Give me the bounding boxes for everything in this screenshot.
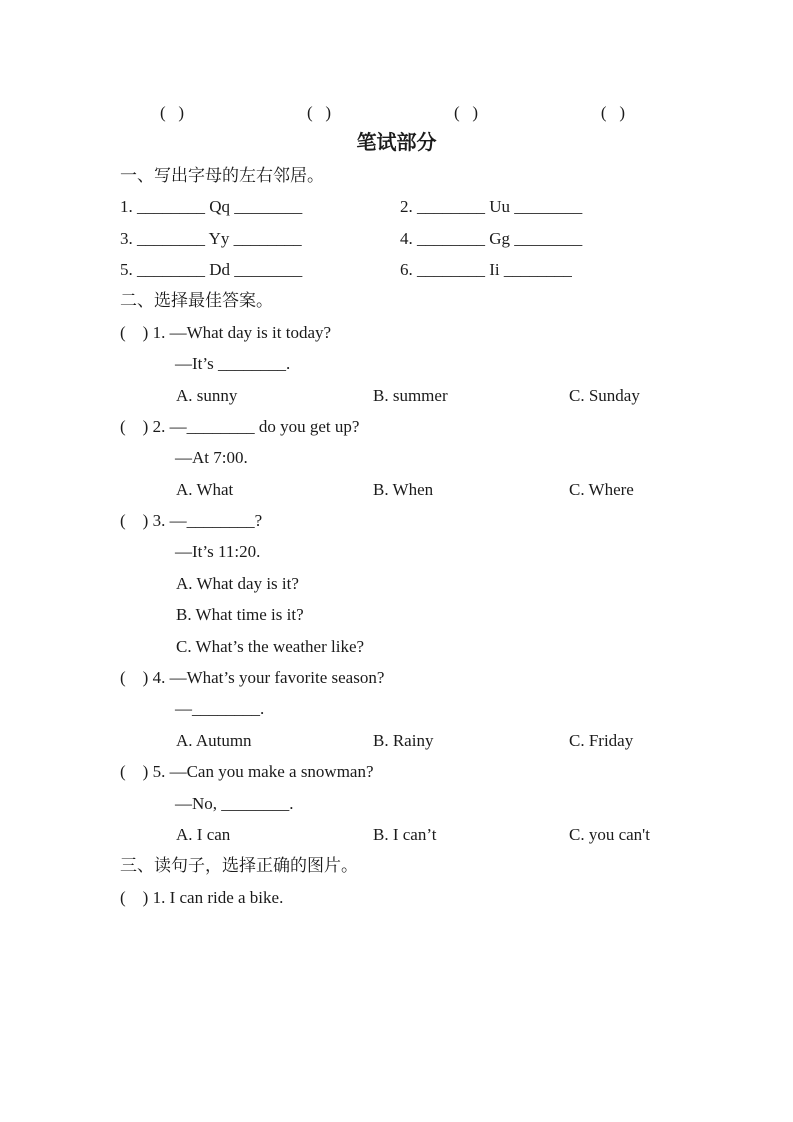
section2-header: 二、选择最佳答案。 <box>120 291 273 311</box>
question-3-option-b: B. What time is it? <box>176 605 304 625</box>
question-3-reply: —It’s 11:20. <box>175 542 261 562</box>
answer-brackets-row <box>160 97 625 128</box>
letter-item-2: 2. ________ Uu ________ <box>400 197 583 217</box>
question-1-lead: ( ) 1. —What day is it today? <box>120 322 332 342</box>
question-2-option-b: B. When <box>373 479 434 499</box>
question-1-option-a: A. sunny <box>176 385 238 405</box>
question-4 <box>0 662 793 756</box>
answer-bracket-2: ( ) <box>306 103 332 122</box>
question-1-option-b: B. summer <box>373 385 448 405</box>
question-5-option-c: C. you can't <box>569 824 650 844</box>
question-2 <box>0 411 793 505</box>
question-5-reply: —No, ________. <box>175 793 294 813</box>
question-1 <box>0 317 793 411</box>
question-3-option-c: C. What’s the weather like? <box>176 636 365 656</box>
question-4-options <box>176 725 793 756</box>
letter-item-6: 6. ________ Ii ________ <box>400 259 572 279</box>
page-title: 笔试部分 <box>356 132 437 155</box>
question-5-options <box>176 819 793 850</box>
question-2-option-a: A. What <box>176 479 234 499</box>
question-2-option-c: C. Where <box>569 479 634 499</box>
question-1-options <box>176 380 793 411</box>
question-4-lead: ( ) 4. —What’s your favorite season? <box>120 668 385 688</box>
question-4-option-a: A. Autumn <box>176 730 252 750</box>
question-2-options <box>176 474 793 505</box>
letter-item-4: 4. ________ Gg ________ <box>400 228 583 248</box>
question-2-lead: ( ) 2. —________ do you get up? <box>120 416 360 436</box>
question-5 <box>0 756 793 850</box>
question-5-option-b: B. I can’t <box>373 824 437 844</box>
question-3 <box>0 505 793 662</box>
question-3-lead: ( ) 3. —________? <box>120 511 263 531</box>
question-4-option-c: C. Friday <box>569 730 634 750</box>
question-5-lead: ( ) 5. —Can you make a snowman? <box>120 762 374 782</box>
question-4-reply: —________. <box>175 699 265 719</box>
answer-bracket-3: ( ) <box>453 103 479 122</box>
question-1-option-c: C. Sunday <box>569 385 640 405</box>
section3-header: 三、读句子，选择正确的图片。 <box>120 856 358 876</box>
letter-item-1: 1. ________ Qq ________ <box>120 197 303 217</box>
letter-item-3: 3. ________ Yy ________ <box>120 228 302 248</box>
answer-bracket-4: ( ) <box>600 103 625 122</box>
section3-item-1: ( ) 1. I can ride a bike. <box>120 887 284 907</box>
question-1-reply: —It’s ________. <box>175 354 291 374</box>
question-5-option-a: A. I can <box>176 824 231 844</box>
letter-item-5: 5. ________ Dd ________ <box>120 259 303 279</box>
section1-header: 一、写出字母的左右邻居。 <box>120 165 324 185</box>
question-4-option-b: B. Rainy <box>373 730 434 750</box>
letter-neighbor-grid <box>120 191 793 285</box>
question-3-option-a: A. What day is it? <box>176 573 299 593</box>
question-2-reply: —At 7:00. <box>175 448 248 468</box>
answer-bracket-1: ( ) <box>160 103 185 122</box>
